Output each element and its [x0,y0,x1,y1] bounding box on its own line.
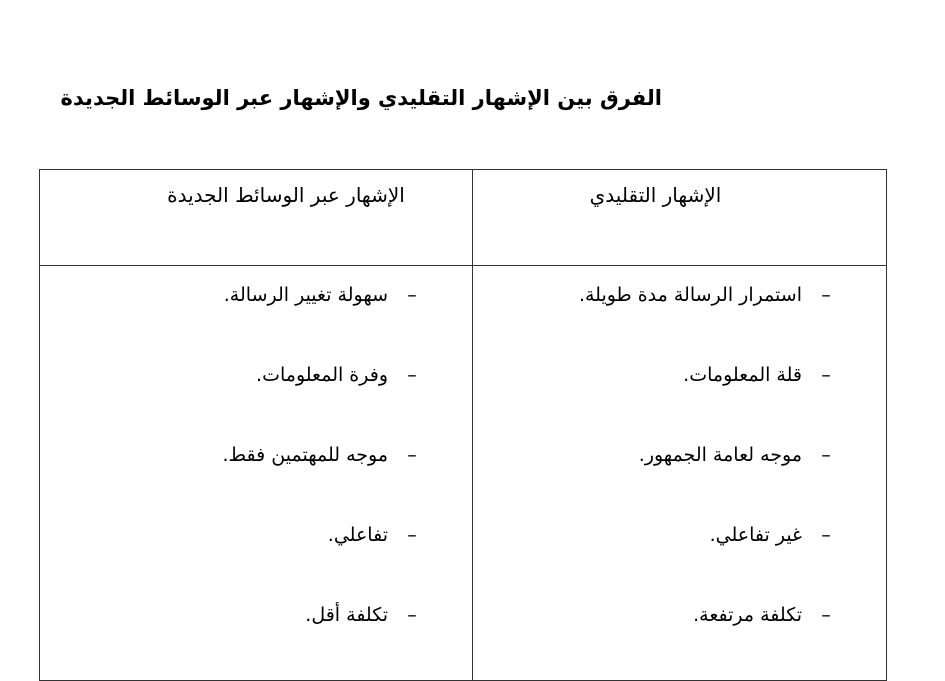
new-media-item-text: موجه للمهتمين فقط. [222,444,388,466]
list-item [40,600,472,680]
dash-bullet: – [407,604,417,626]
document-title: الفرق بين الإشهار التقليدي والإشهار عبر الوسائط الجديدة [60,86,662,110]
list-item [473,280,886,360]
header-traditional [473,170,887,266]
list-item [473,520,886,600]
header-row [40,170,887,266]
header-new-media-label: الإشهار عبر الوسائط الجديدة [167,183,405,207]
traditional-column [473,266,887,681]
new-media-list [40,280,472,680]
new-media-item-text: تكلفة أقل. [305,604,388,626]
comparison-table [39,169,887,681]
dash-bullet: – [821,604,831,626]
body-row [40,266,887,681]
list-item [40,360,472,440]
traditional-item-text: غير تفاعلي. [709,524,802,546]
list-item [473,440,886,520]
traditional-item-text: موجه لعامة الجمهور. [638,444,802,466]
new-media-column [40,266,473,681]
header-new-media [40,170,473,266]
list-item [473,600,886,680]
dash-bullet: – [407,284,417,306]
list-item [473,360,886,440]
dash-bullet: – [821,444,831,466]
dash-bullet: – [407,524,417,546]
traditional-item-text: استمرار الرسالة مدة طويلة. [578,284,802,306]
dash-bullet: – [821,364,831,386]
dash-bullet: – [407,364,417,386]
traditional-item-text: قلة المعلومات. [683,364,802,386]
new-media-item-text: وفرة المعلومات. [256,364,388,386]
new-media-item-text: تفاعلي. [327,524,388,546]
traditional-list [473,280,886,680]
traditional-item-text: تكلفة مرتفعة. [693,604,802,626]
dash-bullet: – [407,444,417,466]
list-item [40,440,472,520]
new-media-item-text: سهولة تغيير الرسالة. [223,284,388,306]
list-item [40,520,472,600]
list-item [40,280,472,360]
dash-bullet: – [821,524,831,546]
dash-bullet: – [821,284,831,306]
header-traditional-label: الإشهار التقليدي [589,183,722,207]
